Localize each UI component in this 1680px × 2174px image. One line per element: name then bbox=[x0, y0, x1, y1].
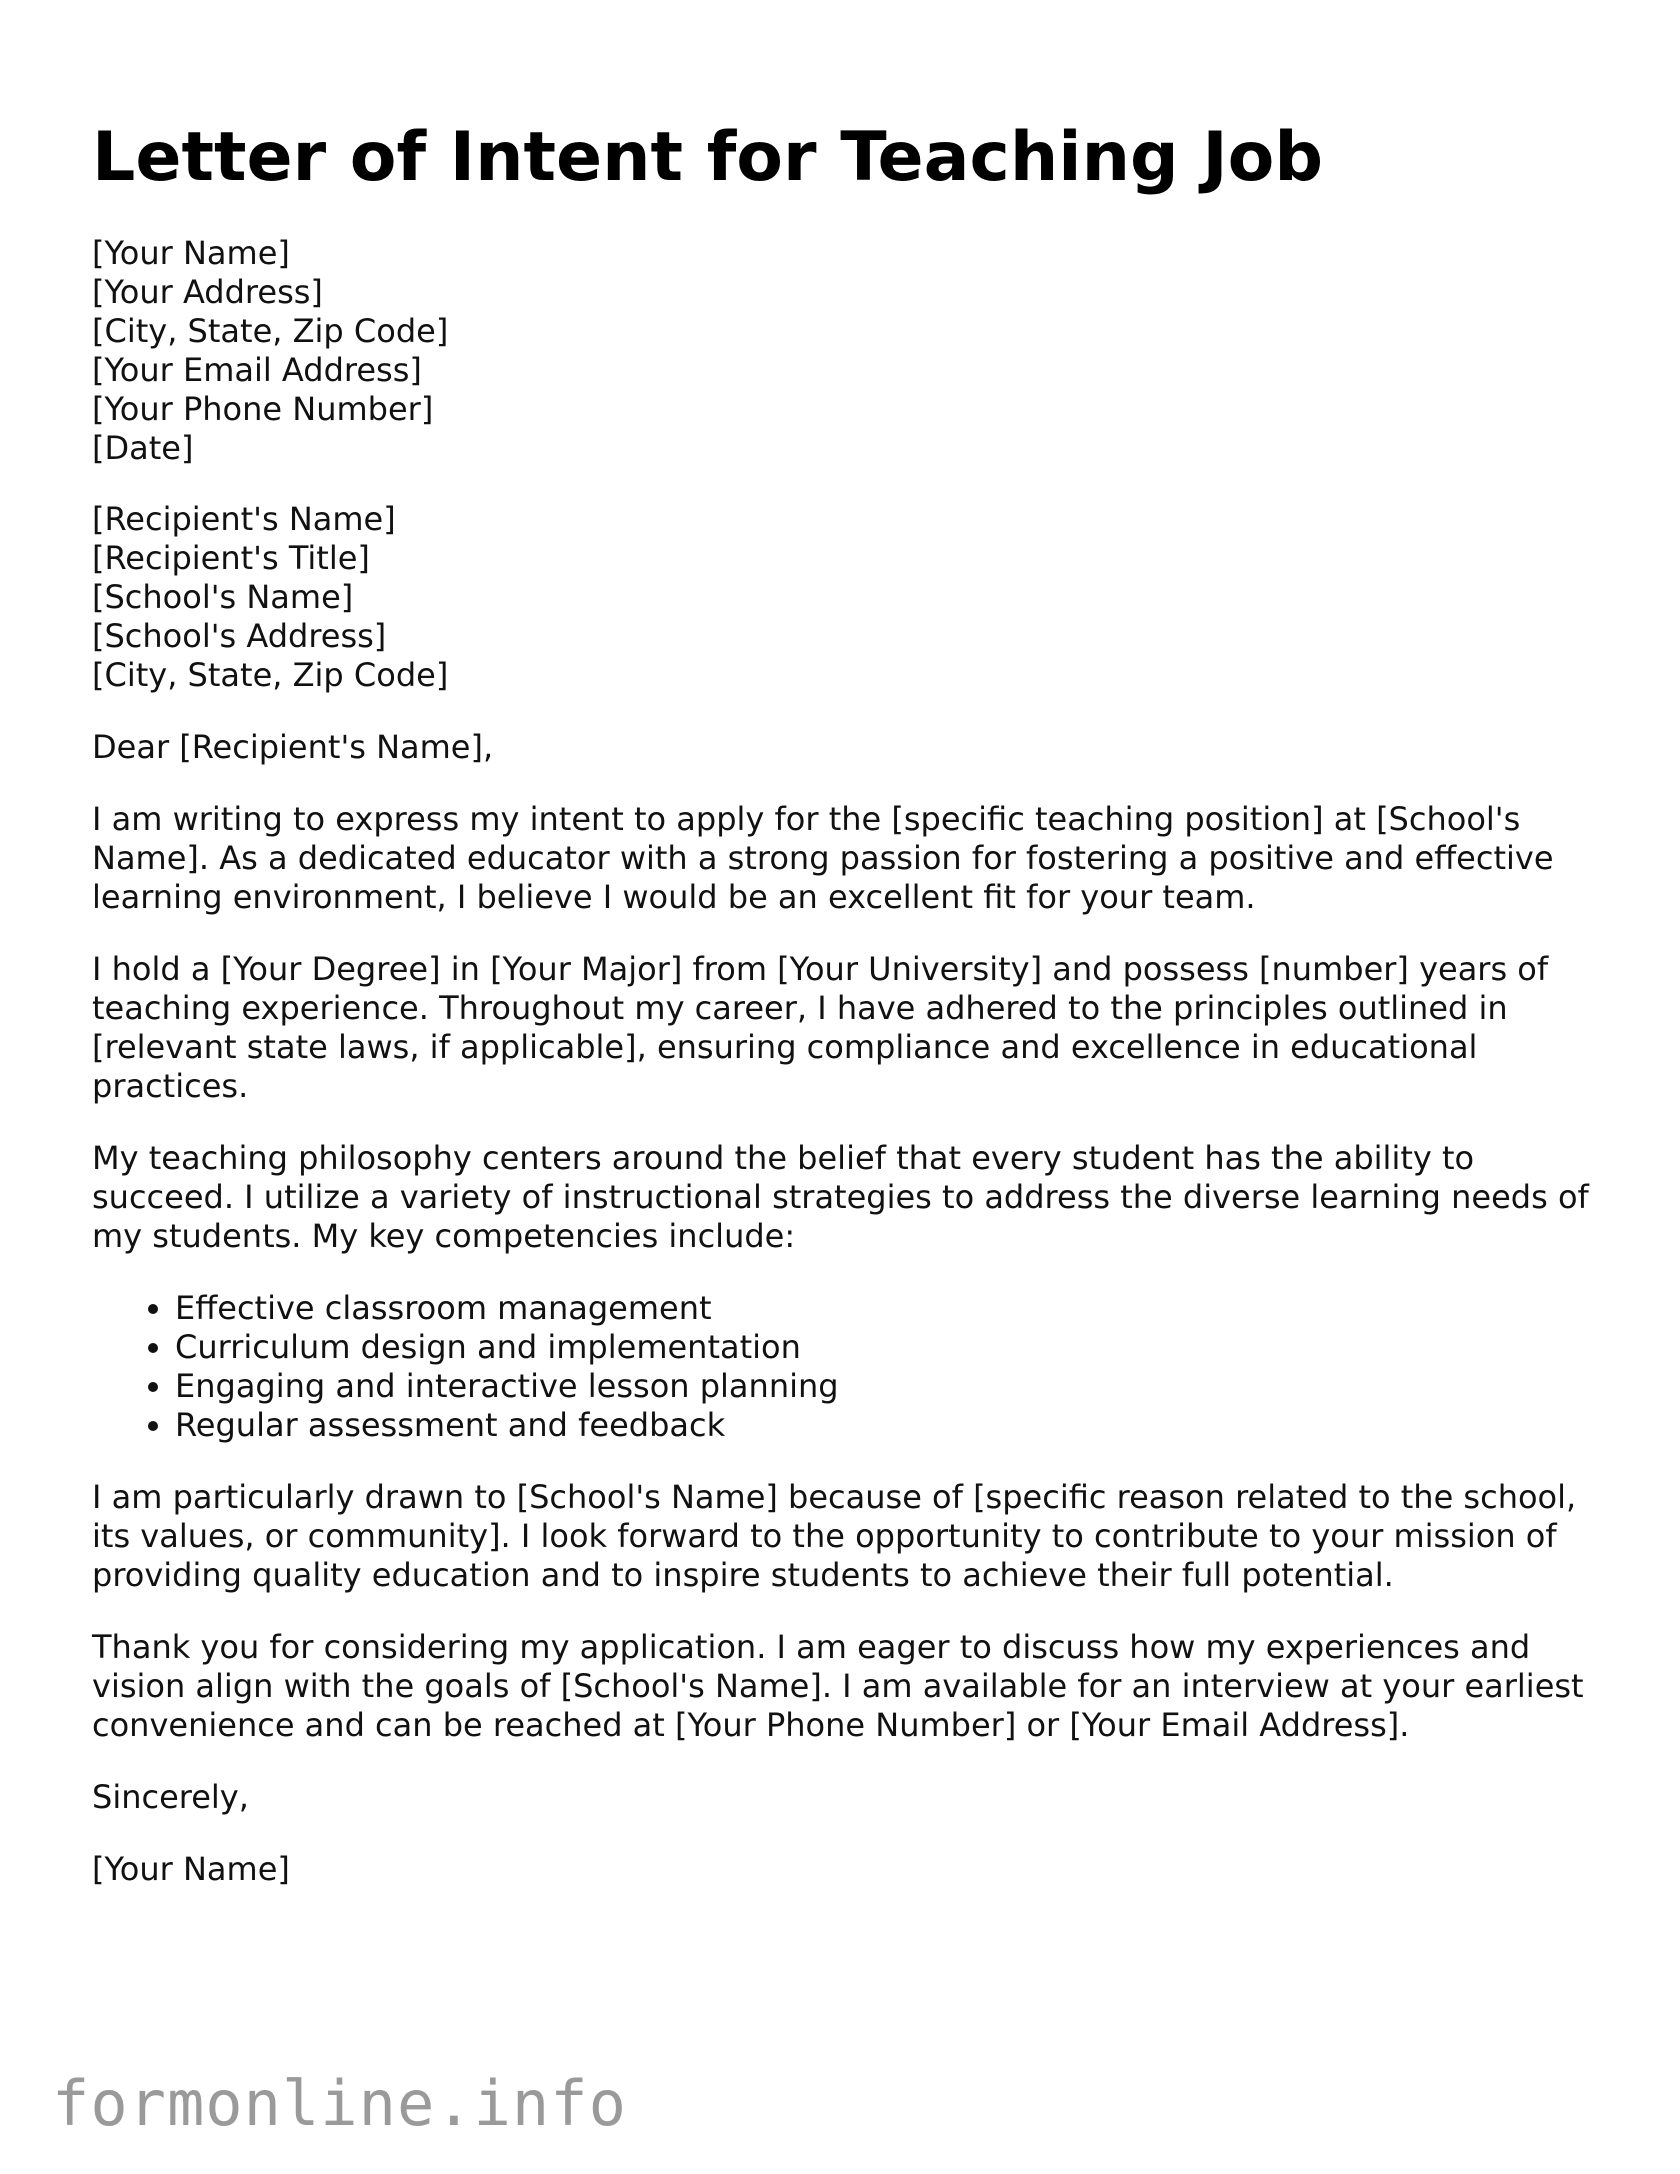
body-paragraph-philosophy: My teaching philosophy centers around the belief that every student has the ability to succeed. I utilize a variety of instructional strategies to address the diverse learning needs of my students. My key competencies include: bbox=[92, 1139, 1589, 1255]
list-item: • Effective classroom management bbox=[175, 1289, 1612, 1328]
school-name: [School's Name] bbox=[92, 578, 354, 616]
recipient-block bbox=[92, 500, 1612, 695]
sender-city-state-zip: [City, State, Zip Code] bbox=[92, 312, 449, 350]
sender-address: [Your Address] bbox=[92, 273, 323, 311]
competencies-list bbox=[92, 1289, 1612, 1445]
sender-email: [Your Email Address] bbox=[92, 351, 422, 389]
list-item: • Curriculum design and implementation bbox=[175, 1328, 1612, 1367]
school-city-state-zip: [City, State, Zip Code] bbox=[92, 656, 449, 694]
body-paragraph-qualifications: I hold a [Your Degree] in [Your Major] from [Your University] and possess [number] years of teaching experience. Throughout my career, I have adhered to the principles outlined in [relevant state laws, if applicable], ensuring compliance and excellence in educational practices. bbox=[92, 950, 1549, 1105]
sender-block bbox=[92, 234, 1612, 468]
body-paragraph-intro: I am writing to express my intent to apply for the [specific teaching position] at [School's Name]. As a dedicated educator with a strong passion for fostering a positive and effective learning environment, I believe I would be an excellent fit for your team. bbox=[92, 800, 1554, 916]
letter-date: [Date] bbox=[92, 429, 194, 467]
page-title: Letter of Intent for Teaching Job bbox=[92, 118, 1324, 197]
body-paragraph-thanks: Thank you for considering my application. I am eager to discuss how my experiences and vision align with the goals of [School's Name]. I am available for an interview at your earliest convenience and can be reached at [Your Phone Number] or [Your Email Address]. bbox=[92, 1628, 1584, 1744]
sender-phone: [Your Phone Number] bbox=[92, 390, 434, 428]
list-item: • Engaging and interactive lesson planning bbox=[175, 1367, 1612, 1406]
signoff: Sincerely, bbox=[92, 1778, 249, 1816]
school-address: [School's Address] bbox=[92, 617, 387, 655]
watermark: formonline.info bbox=[52, 2067, 627, 2140]
signature: [Your Name] bbox=[92, 1850, 290, 1888]
body-paragraph-motivation: I am particularly drawn to [School's Name] because of [specific reason related to the school, its values, or community]. I look forward to the opportunity to contribute to your mission of providing quality education and to inspire students to achieve their full potential. bbox=[92, 1478, 1577, 1594]
list-item: • Regular assessment and feedback bbox=[175, 1406, 1612, 1445]
sender-name: [Your Name] bbox=[92, 234, 290, 272]
recipient-title: [Recipient's Title] bbox=[92, 539, 370, 577]
salutation: Dear [Recipient's Name], bbox=[92, 728, 494, 766]
letter-page bbox=[92, 0, 1612, 1889]
recipient-name: [Recipient's Name] bbox=[92, 500, 396, 538]
